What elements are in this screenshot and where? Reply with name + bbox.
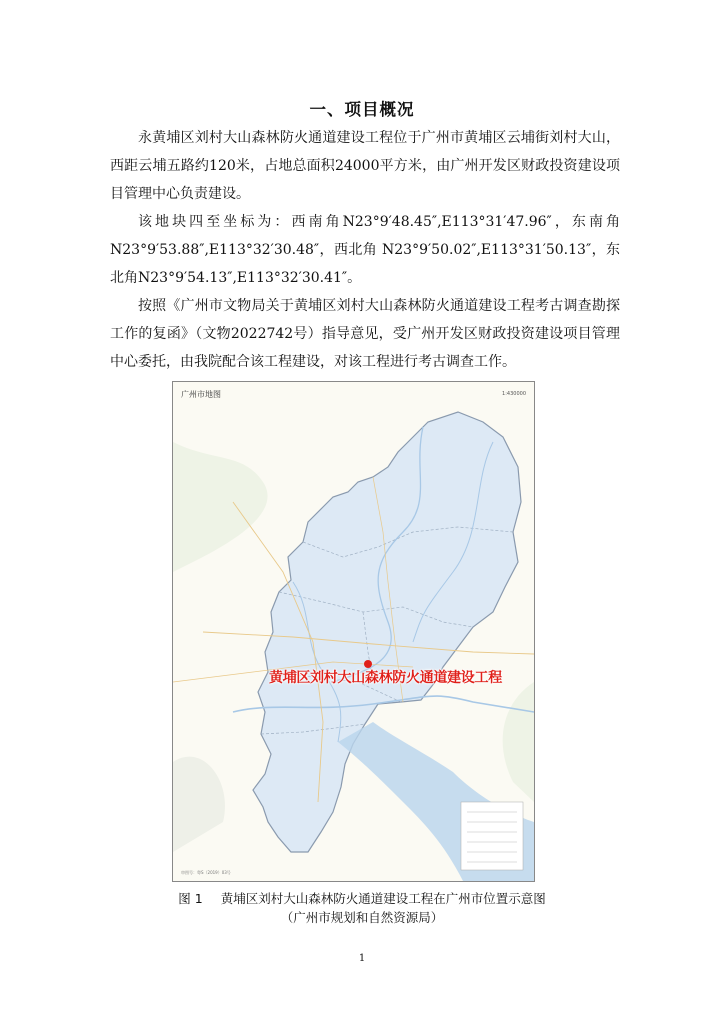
section-heading: 一、项目概况	[309, 100, 415, 119]
figure-number: 图 1	[178, 891, 203, 906]
figure-title: 黄埔区刘村大山森林防火通道建设工程在广州市位置示意图	[220, 891, 546, 906]
figure-source: （广州市规划和自然资源局）	[280, 910, 444, 925]
map-scale: 1:430000	[502, 391, 526, 397]
map-graphic	[173, 382, 534, 881]
figure-caption	[0, 889, 724, 907]
project-location-label: 黄埔区刘村大山森林防火通道建设工程	[269, 670, 502, 686]
paragraph-commission: 按照《广州市文物局关于黄埔区刘村大山森林防火通道建设工程考古调查勘探工作的复函》（文物2022742号）指导意见，受广州开发区财政投资建设项目管理中心委托，由我院配合该工程建设，对该工程进行考古调查工作。	[110, 298, 620, 370]
paragraph-coordinates: 该地块四至坐标为：西南角N23°9′48.45″,E113°31′47.96″，东南角N23°9′53.88″,E113°32′30.48″，西北角 N23°9′50.02″,E113°31′50.13″，东北角N23°9′54.13″,E113°32′30.41″。	[110, 214, 620, 286]
page-number: 1	[358, 953, 366, 964]
paragraph-location: 永黄埔区刘村大山森林防火通道建设工程位于广州市黄埔区云埔街刘村大山，西距云埔五路约120米，占地总面积24000平方米，由广州开发区财政投资建设项目管理中心负责建设。	[110, 130, 620, 202]
map-approval-number: 审图号：粤S（2019）03号	[181, 870, 231, 875]
map-title: 广州市地图	[181, 390, 221, 399]
location-map	[172, 381, 535, 882]
